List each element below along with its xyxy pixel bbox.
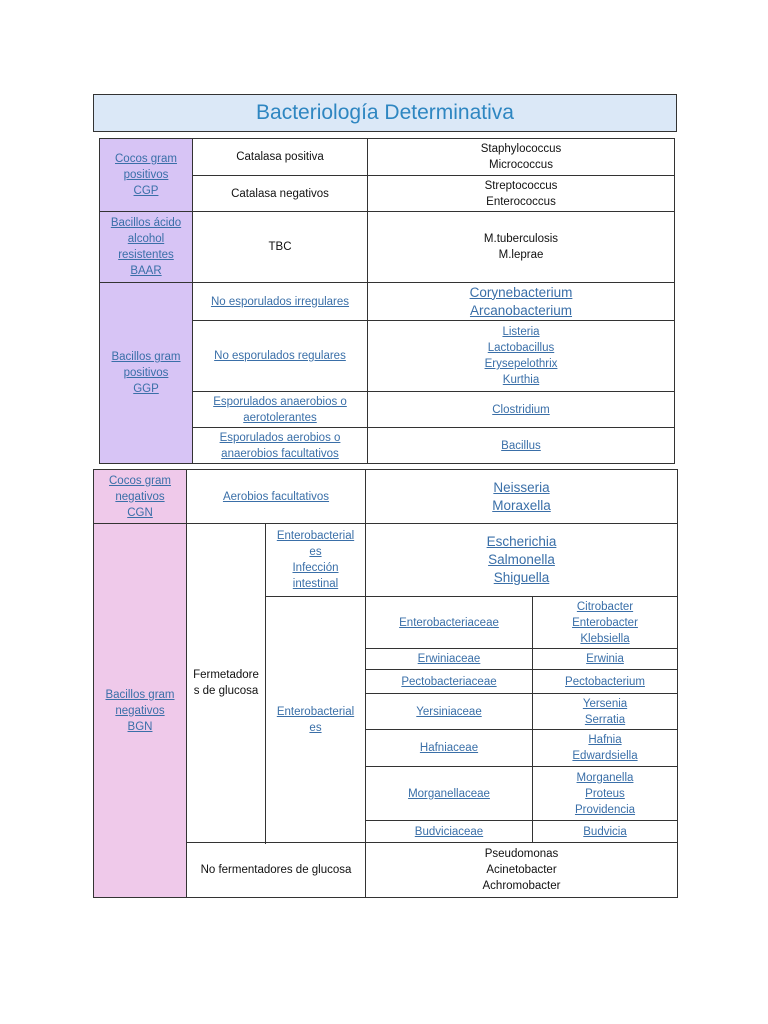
catalasa-positiva-genera: Staphylococcus Micrococcus [368, 139, 675, 176]
baar-group-cell[interactable]: Bacillos ácido alcohol resistentes BAAR [100, 212, 193, 283]
catalasa-positiva-cell: Catalasa positiva [193, 139, 368, 176]
family-genera[interactable]: Pectobacterium [533, 670, 678, 694]
no-fermentadores-genera: Pseudomonas Acinetobacter Achromobacter [366, 843, 678, 898]
family-cell[interactable]: Yersiniaceae [366, 694, 533, 730]
family-genera[interactable]: Hafnia Edwardsiella [533, 730, 678, 767]
esporulados-aerobios-cell[interactable]: Esporulados aerobios o anaerobios facultativos [193, 428, 368, 464]
family-genera[interactable]: Budvicia [533, 821, 678, 843]
gram-positive-table [99, 138, 675, 464]
family-genera[interactable]: Citrobacter Enterobacter Klebsiella [533, 597, 678, 649]
no-esporulados-irregulares-genera[interactable]: Corynebacterium Arcanobacterium [368, 283, 675, 321]
family-cell[interactable]: Hafniaceae [366, 730, 533, 767]
enterobacteriales-cell[interactable]: Enterobacterial es [266, 597, 366, 843]
family-cell[interactable]: Budviciaceae [366, 821, 533, 843]
family-cell[interactable]: Morganellaceae [366, 767, 533, 821]
aerobios-facultativos-genera[interactable]: Neisseria Moraxella [366, 470, 678, 524]
family-cell[interactable]: Pectobacteriaceae [366, 670, 533, 694]
page-title: Bacteriología Determinativa [93, 94, 677, 132]
ggp-group-cell[interactable]: Bacillos gram positivos GGP [100, 283, 193, 464]
tbc-cell: TBC [193, 212, 368, 283]
fermentadores-cell: Fermetadore s de glucosa [187, 524, 266, 843]
family-cell[interactable]: Enterobacteriaceae [366, 597, 533, 649]
aerobios-facultativos-cell[interactable]: Aerobios facultativos [187, 470, 366, 524]
family-cell[interactable]: Erwiniaceae [366, 649, 533, 670]
gram-negative-table [93, 469, 678, 898]
cgp-group-cell[interactable]: Cocos gram positivos CGP [100, 139, 193, 212]
family-genera[interactable]: Erwinia [533, 649, 678, 670]
family-genera[interactable]: Yersenia Serratia [533, 694, 678, 730]
tbc-species: M.tuberculosis M.leprae [368, 212, 675, 283]
no-fermentadores-cell: No fermentadores de glucosa [187, 843, 366, 898]
catalasa-negativos-genera: Streptococcus Enterococcus [368, 176, 675, 212]
esporulados-aerobios-genera[interactable]: Bacillus [368, 428, 675, 464]
enterobacteriales-infeccion-cell[interactable]: Enterobacterial es Infección intestinal [266, 524, 366, 597]
enterobacteriales-infeccion-genera[interactable]: Escherichia Salmonella Shiguella [366, 524, 678, 597]
family-genera[interactable]: Morganella Proteus Providencia [533, 767, 678, 821]
esporulados-anaerobios-cell[interactable]: Esporulados anaerobios o aerotolerantes [193, 392, 368, 428]
no-esporulados-regulares-cell[interactable]: No esporulados regulares [193, 321, 368, 392]
cgn-group-cell[interactable]: Cocos gram negativos CGN [94, 470, 187, 524]
no-esporulados-regulares-genera[interactable]: Listeria Lactobacillus Erysepelothrix Kurthia [368, 321, 675, 392]
bgn-group-cell[interactable]: Bacillos gram negativos BGN [94, 524, 187, 898]
no-esporulados-irregulares-cell[interactable]: No esporulados irregulares [193, 283, 368, 321]
catalasa-negativos-cell: Catalasa negativos [193, 176, 368, 212]
esporulados-anaerobios-genera[interactable]: Clostridium [368, 392, 675, 428]
